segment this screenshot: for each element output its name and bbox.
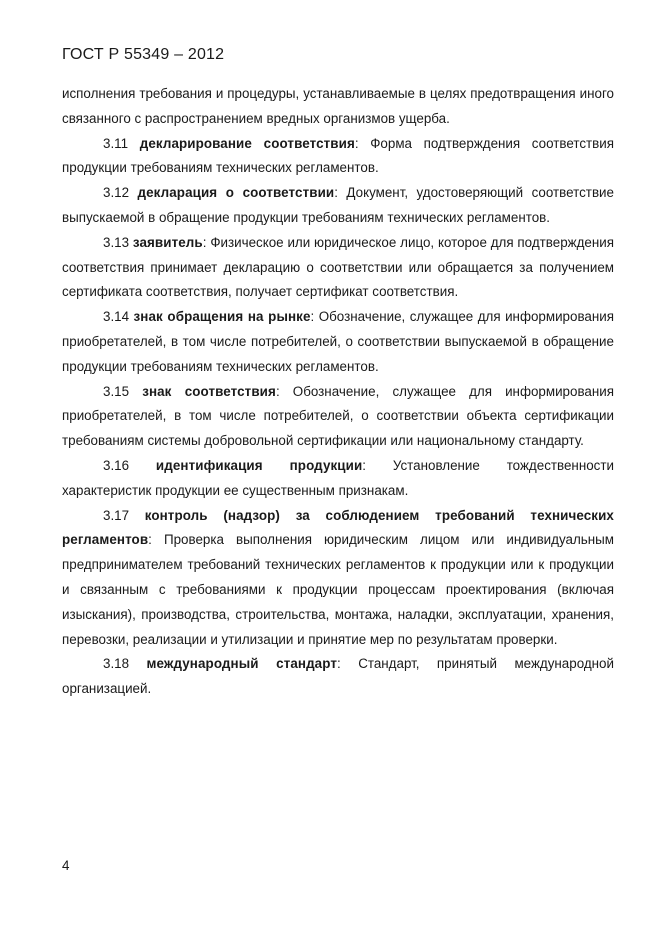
term-definition: Установление тождественности характеристик продукции ее существенным признакам.: [62, 457, 614, 498]
term-number: 3.18: [103, 656, 130, 672]
term-number: 3.11: [103, 135, 129, 151]
term-title: идентификация продукции: [155, 457, 363, 473]
document-body: [62, 82, 614, 702]
term-entry-3-16: 3.16 идентификация продукции: Установление тождественности характеристик продукции ее существенным признакам.: [62, 457, 614, 498]
term-number: 3.17: [103, 507, 130, 523]
term-title: декларация о соответствии: [137, 185, 335, 201]
term-entry-3-12: 3.12 декларация о соответствии: Документ, удостоверяющий соответствие выпускаемой в обращение продукции требованиям технических регламентов.: [62, 185, 614, 225]
term-definition: Форма подтверждения соответствия продукции требованиям технических регламентов.: [62, 135, 614, 176]
term-entry-3-13: 3.13 заявитель: Физическое или юридическое лицо, которое для подтверждения соответствия принимает декларацию о соответствии или обращается за получением сертификата соответствия, получает сертификат соответствия.: [62, 234, 614, 300]
term-number: 3.13: [103, 234, 130, 250]
term-title: заявитель: [132, 234, 203, 250]
intro-paragraph: исполнения требования и процедуры, устанавливаемые в целях предотвращения иного связанного с распространением вредных организмов ущерба.: [62, 86, 614, 126]
term-entry-3-14: 3.14 знак обращения на рынке: Обозначение, служащее для информирования приобретателей, в том числе потребителей, о соответствии выпускаемой в обращение продукции требованиям технических регламентов.: [62, 309, 614, 374]
page-number: 4: [62, 858, 70, 873]
term-definition: Физическое или юридическое лицо, которое для подтверждения соответствия принимает декларацию о соответствии или обращается за получением сертификата соответствия, получает сертификат соответствия.: [62, 234, 614, 300]
term-number: 3.12: [103, 185, 130, 201]
term-definition: Проверка выполнения юридическим лицом или индивидуальным предпринимателем требований технических регламентов к продукции или к продукции и связанным с требованиями к продукции процессам проектирования (включая изыскания), производства, строительства, монтажа, наладки, эксплуатации, хранения, перевозки, реализации и утилизации и принятие мер по результатам проверки.: [62, 532, 614, 647]
term-number: 3.16: [103, 457, 130, 473]
term-entry-3-17: 3.17 контроль (надзор) за соблюдением требований технических регламентов: Проверка выполнения юридическим лицом или индивидуальным предпринимателем требований технических регламентов к продукции или к продукции и связанным с требованиями к продукции процессам проектирования (включая изыскания), производства, строительства, монтажа, наладки, эксплуатации, хранения, перевозки, реализации и утилизации и принятие мер по результатам проверки.: [62, 507, 614, 647]
term-number: 3.14: [103, 309, 130, 325]
term-definition: Обозначение, служащее для информирования приобретателей, в том числе потребителей, о соответствии выпускаемой в обращение продукции требованиям технических регламентов.: [62, 309, 614, 374]
term-number: 3.15: [103, 383, 130, 399]
term-title: знак соответствия: [142, 383, 276, 399]
term-definition: Стандарт, принятый международной организацией.: [62, 656, 614, 697]
term-title: контроль (надзор) за соблюдением требований технических регламентов: [62, 507, 614, 548]
term-entry-3-15: 3.15 знак соответствия: Обозначение, служащее для информирования приобретателей, в том числе потребителей, о соответствии объекта сертификации требованиям системы добровольной сертификации или национальному стандарту.: [62, 383, 614, 449]
term-definition: Документ, удостоверяющий соответствие выпускаемой в обращение продукции требованиям технических регламентов.: [62, 185, 614, 225]
term-title: декларирование соответствия: [139, 135, 355, 151]
term-definition: Обозначение, служащее для информирования приобретателей, в том числе потребителей, о соответствии объекта сертификации требованиям системы добровольной сертификации или национальному стандарту.: [62, 383, 614, 449]
document-header: ГОСТ Р 55349 – 2012: [62, 46, 225, 63]
term-entry-3-11: 3.11 декларирование соответствия: Форма подтверждения соответствия продукции требованиям технических регламентов.: [62, 135, 614, 176]
term-title: знак обращения на рынке: [133, 309, 311, 325]
term-title: международный стандарт: [146, 656, 337, 672]
term-entry-3-18: 3.18 международный стандарт: Стандарт, принятый международной организацией.: [62, 656, 614, 697]
